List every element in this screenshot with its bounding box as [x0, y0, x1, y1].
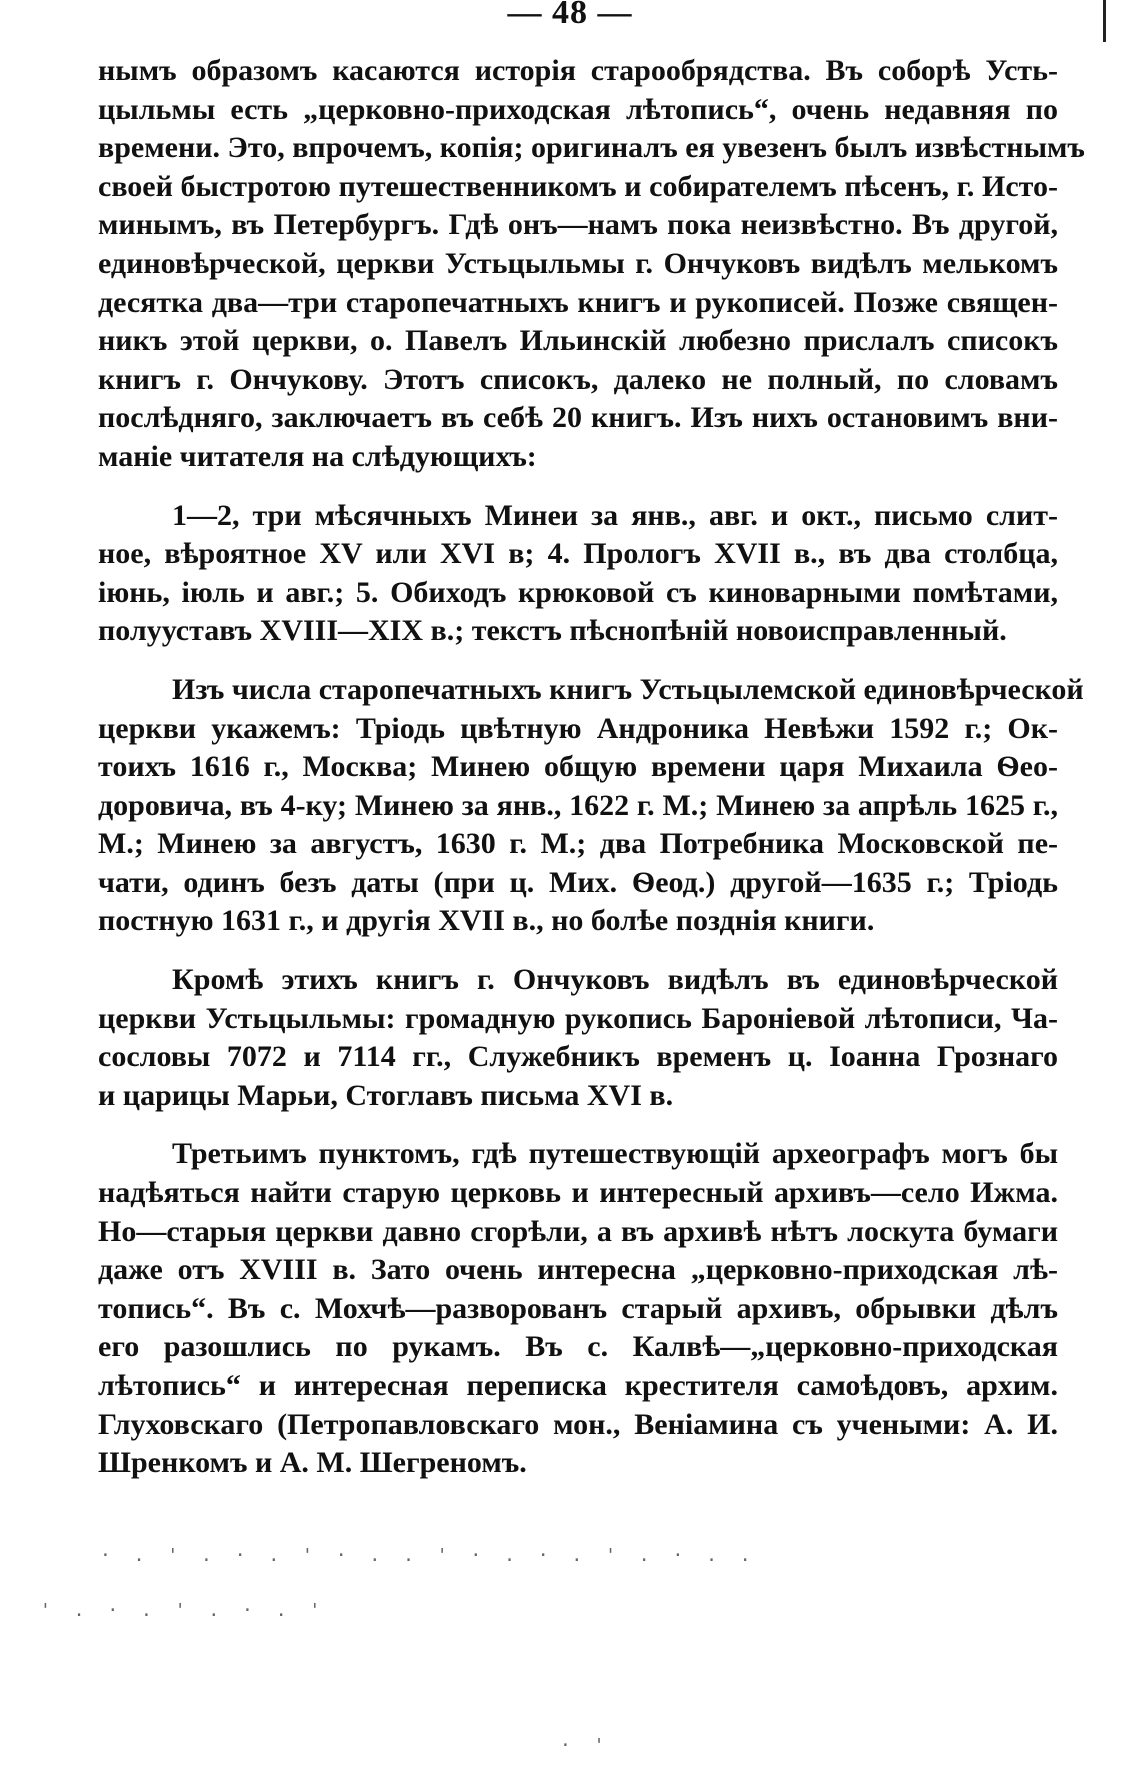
text-line: сословы 7072 и 7114 гг., Служебникъ временъ ц. Іоанна Грознаго [98, 1040, 1058, 1074]
text-line: книгъ г. Ончукову. Этотъ списокъ, далеко не полный, по словамъ [98, 362, 1058, 396]
text-line: маніе читателя на слѣдующихъ: [98, 439, 537, 473]
text-line: цыльмы есть „церковно-приходская лѣтопись“, очень недавняя по [98, 92, 1058, 126]
text-line: Кромѣ этихъ книгъ г. Ончуковъ видѣлъ въ единовѣрческой [172, 963, 1058, 997]
paragraph-book-list [98, 497, 1058, 651]
text-line: постную 1631 г., и другія XVII в., но болѣе позднія книги. [98, 904, 875, 938]
text-line: Третьимъ пунктомъ, гдѣ путешествующій археографъ могъ бы [172, 1137, 1058, 1171]
text-line: его разошлись по рукамъ. Въ с. Калвѣ—„церковно-приходская [98, 1330, 1058, 1364]
paragraph-izhma [98, 1135, 1058, 1482]
text-line: М.; Минею за августъ, 1630 г. М.; два Потребника Московской пе- [98, 827, 1058, 861]
text-line: Но—старыя церкви давно сгорѣли, а въ архивѣ нѣтъ лоскута бумаги [98, 1214, 1058, 1248]
text-line: минымъ, въ Петербургъ. Гдѣ онъ—намъ пока неизвѣстно. Въ другой, [98, 208, 1058, 242]
page-number: — 48 — [507, 0, 633, 31]
text-line: тоихъ 1616 г., Москва; Минею общую времени царя Михаила Ѳео- [98, 750, 1058, 784]
text-line: своей быстротою путешественникомъ и собирателемъ пѣсенъ, г. Исто- [98, 169, 1058, 203]
text-line: нымъ образомъ касаются исторія старообрядства. Въ соборѣ Усть- [98, 54, 1058, 87]
text-line: чати, одинъ безъ даты (при ц. Мих. Ѳеод.) другой—1635 г.; Тріодь [98, 865, 1058, 899]
text-line: и царицы Марьи, Стоглавъ письма XVI в. [98, 1078, 674, 1112]
text-line: единовѣрческой, церкви Устьцыльмы г. Ончуковъ видѣлъ мелькомъ [98, 246, 1058, 280]
text-line: времени. Это, впрочемъ, копія; оригиналъ ея увезенъ былъ извѣстнымъ [98, 131, 1085, 165]
text-line: Изъ числа старопечатныхъ книгъ Устьцылемской единовѣрческой [172, 672, 1084, 706]
scan-noise: · ' [560, 1735, 611, 1756]
scan-noise: · . ' . · . ' · . . ' · . · . ' . · . . [100, 1545, 757, 1566]
text-line: надѣяться найти старую церковь и интересный архивъ—село Ижма. [98, 1176, 1058, 1210]
text-line: ное, вѣроятное XV или XVI в; 4. Прологъ XVII в., въ два столбца, [98, 537, 1058, 571]
text-line: никъ этой церкви, о. Павелъ Ильинскій любезно прислалъ списокъ [98, 324, 1058, 358]
text-line: даже отъ XVIII в. Зато очень интересна „церковно-приходская лѣ- [98, 1253, 1058, 1287]
paragraph-printed-books [98, 671, 1084, 941]
paragraph-other-books [98, 961, 1058, 1115]
text-line: Шренкомъ и А. М. Шегреномъ. [98, 1446, 527, 1480]
text-line: топись“. Въ с. Мохчѣ—разворованъ старый архивъ, обрывки дѣлъ [98, 1291, 1058, 1325]
scan-noise: ' . · . ' . · . ' [40, 1600, 327, 1621]
text-line: Глуховскаго (Петропавловскаго мон., Веніамина съ учеными: А. И. [98, 1407, 1058, 1441]
text-line: послѣдняго, заключаетъ въ себѣ 20 книгъ. Изъ нихъ остановимъ вни- [98, 401, 1058, 435]
text-line: церкви Устьцыльмы: громадную рукопись Бароніевой лѣтописи, Ча- [98, 1001, 1058, 1035]
text-line: доровича, въ 4-ку; Минею за янв., 1622 г. М.; Минею за апрѣль 1625 г., [98, 788, 1058, 822]
text-line: лѣтопись“ и интересная переписка крестителя самоѣдовъ, архим. [98, 1369, 1058, 1402]
body-text [98, 52, 1085, 1483]
text-line: полууставъ XVIII—XIX в.; текстъ пѣснопѣній новоисправленный. [98, 614, 1007, 648]
page-edge-rule [1103, 0, 1106, 42]
text-line: 1—2, три мѣсячныхъ Минеи за янв., авг. и окт., письмо слит- [172, 498, 1058, 532]
text-line: церкви укажемъ: Тріодь цвѣтную Андроника Невѣжи 1592 г.; Ок- [98, 711, 1058, 745]
text-line: десятка два—три старопечатныхъ книгъ и рукописей. Позже священ- [98, 285, 1058, 319]
text-line: іюнь, іюль и авг.; 5. Обиходъ крюковой съ киноварными помѣтами, [98, 575, 1058, 609]
paragraph-continuation [98, 52, 1085, 477]
